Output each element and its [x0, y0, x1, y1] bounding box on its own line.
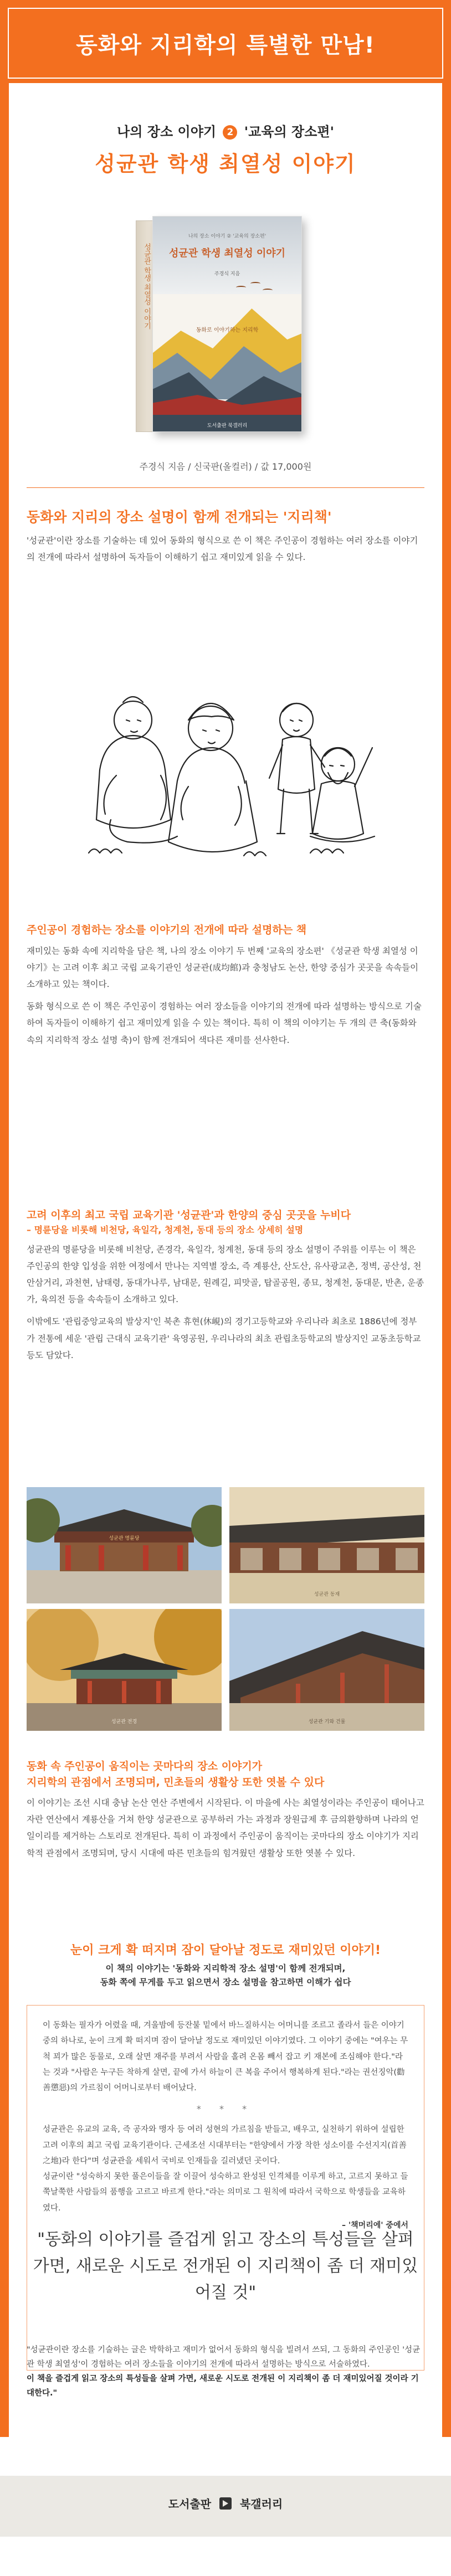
photo-2-label: 성균관 동재 — [314, 1592, 340, 1597]
photo-4-label: 성균관 기와 건물 — [308, 1719, 346, 1725]
book-info: 주경식 지음 / 신국판(올컬러) / 값 17,000원 — [139, 461, 312, 472]
book-spine — [136, 220, 155, 432]
section-body: 성균관의 명륜당을 비롯해 비천당, 존경각, 육일각, 청계천, 동대 등의 장소 설명이 주위를 이루는 이 책은 주인공의 한양 입성을 위한 여정에서 만나는 지역별 장소, 즉 계룡산, 산도산, 유사광교촌, 정벽, 공산성, 천안삼거리, 과천현, 남태령, 동대가나루, 남대문, 원례길, 피맛골, 탑골공원, 종묘, 청계천, 동대문, 반촌, 운종가, 육의전 등을 속속들이 소개하고 있다. — [27, 1244, 424, 1305]
story-illustration — [78, 637, 377, 875]
divider — [27, 487, 424, 488]
bird-icon — [250, 282, 260, 285]
cover-author: 주경식 지음 — [214, 271, 240, 277]
closing-body-bold: 이 책을 즐겁게 읽고 장소의 특성들을 살펴 가면, 새로운 시도로 전개된 이 지리책이 좀 더 재미있어질 것이라 기대한다." — [27, 2374, 419, 2398]
bird-icon — [263, 289, 273, 292]
section-body: 재미있는 동화 속에 지리학을 담은 책, 나의 장소 이야기 두 번째 '교육의 장소편' 《성균관 학생 최열성 이야기》는 고려 이후 최고 국립 교육기관인 성균관(成均館)과 충청남도 논산, 한양 중심가 곳곳을 속속들이 소개하고 있는 책이다. — [27, 945, 419, 989]
closing-body: "성균관이란 장소를 기술하는 글은 박학하고 재미가 없어서 동화의 형식을 빌려서 쓰되, 그 동화의 주인공인 '성균관 학생 최열성'이 경험하는 여러 장소들을 이야기의 전개에 따라서 설명하는 방식으로 서술하였다. — [27, 2346, 421, 2369]
photo-4-svg — [229, 1609, 424, 1731]
section-body: 이밖에도 '관립중앙교육의 발상지'인 북촌 휴현(休峴)의 경기고등학교와 우리나라 최초로 1886년에 정부가 전통에 세운 '관립 근대식 교육기관' 육영공원, 우리나라의 최초 관립초등학교의 발상지인 교동초등학교 등도 담았다. — [27, 1317, 421, 1360]
cover-tagline: 동화로 이야기하는 지리학 — [196, 327, 259, 333]
quote-separator: * * * — [196, 2104, 255, 2115]
section-heading: 고려 이후의 최고 국립 교육기관 '성균관'과 한양의 중심 곳곳을 누비다 — [27, 1209, 351, 1221]
photo-1-label: 성균관 명륜당 — [109, 1536, 140, 1541]
quote-paragraph: 성균관은 유교의 교육, 즉 공자와 맹자 등 여러 성현의 가르침을 받들고, 배우고, 실천하기 위하여 설립한 고려 이후의 최고 국립 교육기관이다. 근세조선 시대부터는 "한양에서 가장 착한 성소이를 수선지지(首善之地)라 한다"며 성균관을 세워서 국비로 인재들을 길러냈던 곳이다. — [43, 2125, 407, 2166]
bird-icon — [236, 286, 246, 289]
series-label — [9, 121, 442, 140]
quote-source: – '책머리에' 중에서 — [342, 2220, 408, 2230]
publisher-mark-icon — [219, 2497, 232, 2510]
book-title: 성균관 학생 최열성 이야기 — [95, 152, 356, 176]
publisher-logo — [0, 2495, 451, 2511]
preface-quote-box — [27, 2005, 424, 2371]
section-intro-2: 동화 쪽에 무게를 두고 읽으면서 장소 설명을 참고하면 이해가 쉽다 — [100, 1977, 351, 1987]
banner-title: 동화와 지리학의 특별한 만남! — [76, 32, 375, 58]
photo-roof — [229, 1609, 424, 1731]
banner-box — [8, 8, 443, 79]
frame-left — [0, 83, 9, 2437]
section-concept — [27, 922, 424, 1048]
photo-3-svg — [27, 1609, 222, 1731]
series-suffix: '교육의 장소편' — [244, 124, 334, 140]
banner — [0, 0, 451, 83]
photo-2-svg — [229, 1487, 424, 1603]
cover-publisher: 도서출판 북갤러리 — [207, 423, 248, 429]
spine-title: 성균관 학생 최열성 이야기 — [142, 243, 151, 330]
section-heading: 눈이 크게 확 떠지며 잠이 달아날 정도로 재미있던 이야기! — [70, 1943, 381, 1957]
section-intro-1: 이 책의 이야기는 '동화와 지리학적 장소 설명'이 함께 전개되며, — [105, 1963, 346, 1973]
section-intro — [27, 507, 424, 565]
series-number-badge: 2 — [223, 125, 237, 140]
photo-1-svg — [27, 1487, 222, 1603]
section-body: '성균관'이란 장소를 기술하는 데 있어 동화의 형식으로 쓴 이 책은 주인공이 경험하는 여러 장소를 이야기의 전개에 따라서 설명하여 독자들이 이해하기 쉽고 재미있게 읽을 수 있다. — [27, 535, 418, 562]
section-highlight — [27, 1941, 424, 1989]
book-cover-image — [142, 216, 302, 432]
publisher-left: 도서출판 — [168, 2497, 212, 2511]
section-places — [27, 1207, 424, 1364]
closing-big-quote: "동화의 이야기를 즐겁게 읽고 장소의 특성들을 살펴 가면, 새로운 시도로 전개된 이 지리책이 좀 더 재미있어질 것" — [33, 2230, 418, 2302]
illustration-svg — [78, 637, 377, 875]
photo-dongjae — [229, 1487, 424, 1603]
section-heading: 동화 속 주인공이 움직이는 곳마다의 장소 이야기가 — [27, 1760, 263, 1772]
photo-panorama — [27, 1609, 222, 1731]
photo-3-label: 성균관 전경 — [111, 1719, 137, 1725]
closing-text — [27, 2343, 424, 2400]
section-heading: 동화와 지리의 장소 설명이 함께 전개되는 '지리책' — [27, 509, 332, 525]
book-header — [9, 121, 442, 177]
section-heading: 주인공이 경험하는 장소를 이야기의 전개에 따라 설명하는 책 — [27, 924, 307, 936]
section-body: 동화 형식으로 쓴 이 책은 주인공이 경험하는 여러 장소들을 이야기의 전개에 따라 설명하는 방식으로 기술하여 독자들이 이해하기 쉽고 재미있게 읽을 수 있는 책이다. 특히 이 책의 이야기는 두 개의 큰 축(동화와 속의 지리학적 장소 설명 축)이 함께 전개되어 색다른 재미를 선사한다. — [27, 1001, 422, 1045]
cover-title: 성균관 학생 최열성 이야기 — [168, 248, 286, 259]
section-subheading: – 명륜당을 비롯해 비천당, 육일각, 청계천, 동대 등의 장소 상세히 설명 — [27, 1224, 304, 1235]
quote-paragraph: 이 동화는 필자가 어렸을 때, 겨울밤에 등잔불 밑에서 바느질하시는 어머니를 조르고 졸라서 들은 이야기 중의 하나로, 눈이 크게 확 떠지며 잠이 달아날 정도로 재미있던 이야기였다. 그 이야기 중에는 "여우는 무척 꾀가 많은 동물로, 오래 살면 재주를 부려서 사람을 홀려 온몸 빼서 잡고 키 재본에 조심해야 한다."라는 것과 "사람은 누구든 착하게 살면, 끝에 가서 하늘이 큰 복을 주어서 행복하게 된다."라는 권선징악(勸善懲惡)의 가르침이 어머니로부터 배어났다. — [43, 2021, 408, 2093]
section-body: 이 이야기는 조선 시대 충남 논산 연산 주변에서 시작된다. 이 마을에 사는 최열성이라는 주인공이 태어나고 자란 연산에서 계룡산을 거쳐 한양 성균관으로 공부하러 가는 과정과 장원급제 후 금의환향하며 나라의 얻 일이리를 제거하는 스토리로 전개된다. 특히 이 과정에서 주인공이 움직이는 곳마다의 장소 이야기가 지리학적 관점에서 조명되며, 당시 시대에 따른 민초들의 힘겨웠던 생활상 또한 엿볼 수 있다. — [27, 1798, 424, 1858]
cover-subtitle: 나의 장소 이야기 ② '교육의 장소편' — [188, 234, 266, 239]
section-story — [27, 1759, 424, 1862]
frame-right — [442, 83, 451, 2437]
book-cover — [152, 216, 302, 432]
photo-myeongnyundang — [27, 1487, 222, 1603]
publisher-right: 북갤러리 — [239, 2497, 283, 2511]
section-heading-2: 지리학의 관점에서 조명되며, 민초들의 생활상 또한 엿볼 수 있다 — [27, 1776, 325, 1788]
series-prefix: 나의 장소 이야기 — [117, 124, 217, 140]
quote-paragraph: 성균이란 "성숙하지 못한 풀은이들을 잘 이끌어 성숙하고 완성된 인격체를 이루게 하고, 고르지 못하고 들쭉날쭉한 사람들의 품행을 고르고 바르게 한다."라는 의미로 그 원칙에 따라서 국학으로 학생들을 교육하였다. — [43, 2172, 408, 2213]
